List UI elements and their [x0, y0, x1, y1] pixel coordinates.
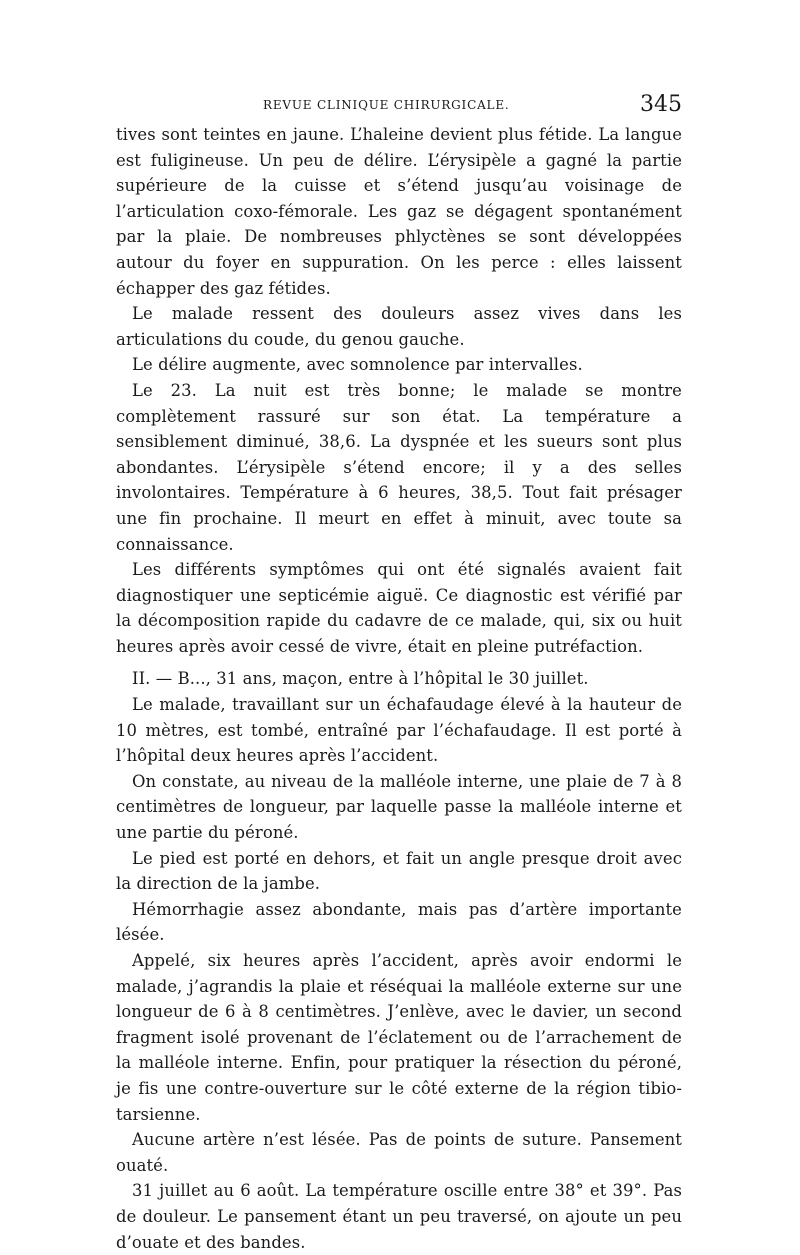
paragraph-fall: Le malade, travaillant sur un échafaudage élevé à la hauteur de 10 mètres, est tombé, entraîné par l’échafaudage. Il est porté à l’hôpital deux heures après l’accident.	[116, 695, 682, 766]
paragraph-temperature: 31 juillet au 6 août. La température oscille entre 38° et 39°. Pas de douleur. Le pansement étant un peu traversé, on ajoute un peu d’ouate et des bandes.	[116, 1181, 682, 1252]
paragraph-foot: Le pied est porté en dehors, et fait un angle presque droit avec la direction de la jambe.	[116, 848, 682, 894]
page	[116, 92, 682, 1255]
page-header	[116, 92, 682, 122]
page-number: 345	[640, 92, 682, 117]
paragraph-diagnosis: Les différents symptômes qui ont été signalés avaient fait diagnostiquer une septicémie aiguë. Ce diagnostic est vérifié par la décomposition rapide du cadavre de ce malade, qui, six ou huit heures après avoir cessé de vivre, était en pleine putréfaction.	[116, 560, 682, 656]
paragraph-joint-pain: Le malade ressent des douleurs assez vives dans les articulations du coude, du genou gauche.	[116, 304, 682, 349]
case-heading: II. — B..., 31 ans, maçon, entre à l’hôpital le 30 juillet.	[132, 669, 589, 689]
paragraph-delirium: Le délire augmente, avec somnolence par intervalles.	[132, 355, 583, 375]
paragraph-wound: On constate, au niveau de la malléole interne, une plaie de 7 à 8 centimètres de longueur, par laquelle passe la malléole interne et une partie du péroné.	[116, 771, 682, 843]
paragraph-continuation: tives sont teintes en jaune. L’haleine devient plus fétide. La langue est fuligineuse. Un peu de délire. L’érysipèle a gagné la partie supérieure de la cuisse et s’étend jusqu’au voisinage de l’articulation coxo-fémorale. Les gaz se dégagent spontanément par la plaie. De nombreuses phlyctènes se sont développées autour du foyer en suppuration. On les perce : elles laissent échapper des gaz fétides.	[116, 125, 682, 298]
body-text	[116, 122, 682, 1255]
paragraph-day-23: Le 23. La nuit est très bonne; le malade se montre complètement rassuré sur son état. La température a sensiblement diminué, 38,6. La dyspnée et les sueurs sont plus abondantes. L’érysipèle s’étend encore; il y a des selles involontaires. Température à 6 heures, 38,5. Tout fait présager une fin prochaine. Il meurt en effet à minuit, avec toute sa connaissance.	[116, 380, 682, 554]
paragraph-dressing: Aucune artère n’est lésée. Pas de points de suture. Pansement ouaté.	[116, 1130, 682, 1175]
running-title: REVUE CLINIQUE CHIRURGICALE.	[263, 98, 510, 112]
paragraph-hemorrhage: Hémorrhagie assez abondante, mais pas d’artère importante lésée.	[116, 899, 682, 945]
paragraph-surgery: Appelé, six heures après l’accident, après avoir endormi le malade, j’agrandis la plaie et réséquai la malléole externe sur une longueur de 6 à 8 centimètres. J’enlève, avec le davier, un second fragment isolé provenant de l’éclatement ou de l’arrachement de la malléole interne. Enfin, pour pratiquer la résection du péroné, je fis une contre-ouverture sur le côté externe de la région tibio-tarsienne.	[116, 951, 682, 1124]
